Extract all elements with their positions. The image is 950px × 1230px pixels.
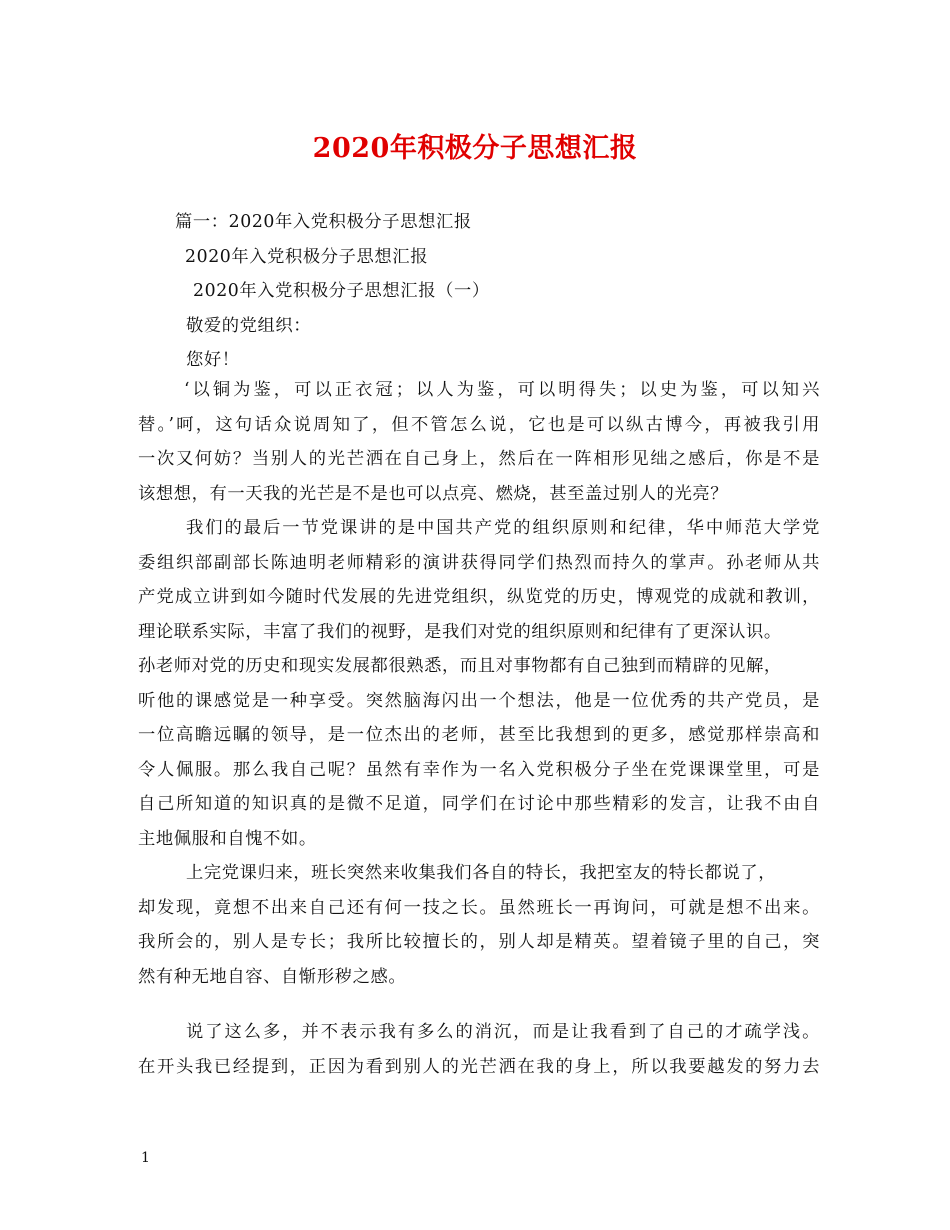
paragraph-line: ‘以铜为鉴，可以正衣冠；以人为鉴，可以明得失；以史为鉴，可以知兴 — [184, 380, 820, 400]
paragraph-line: 主地佩服和自愧不如。 — [138, 828, 317, 849]
paragraph-line: 我们的最后一节党课讲的是中国共产党的组织原则和纪律，华中师范大学党 — [186, 518, 820, 538]
section-heading: 篇一：2020年入党积极分子思想汇报 — [175, 212, 472, 232]
paragraph-line: 替。’呵，这句话众说周知了，但不管怎么说，它也是可以纵古博今，再被我引用 — [138, 414, 820, 435]
paragraph-line: 孙老师对党的历史和现实发展都很熟悉，而且对事物都有自己独到而精辟的见解， — [138, 656, 782, 676]
paragraph-4 — [138, 1015, 820, 1084]
salutation: 敬爱的党组织： — [186, 316, 312, 336]
paragraph-line: 产党成立讲到如今随时代发展的先进党组织，纵览党的历史，博观党的成就和教训， — [138, 587, 820, 607]
paragraph-3 — [138, 856, 820, 994]
paragraph-line: 听他的课感觉是一种享受。突然脑海闪出一个想法，他是一位优秀的共产党员，是 — [138, 690, 820, 711]
greeting: 您好！ — [186, 350, 240, 370]
page-number: 1 — [141, 1150, 150, 1166]
paragraph-line: 该想想，有一天我的光芒是不是也可以点亮、燃烧，甚至盖过别人的光亮？ — [138, 483, 729, 504]
paragraph-line: 委组织部副部长陈迪明老师精彩的演讲获得同学们热烈而持久的掌声。孙老师从共 — [138, 552, 820, 573]
paragraph-line: 说了这么多，并不表示我有多么的消沉，而是让我看到了自己的才疏学浅。 — [186, 1022, 820, 1042]
paragraph-2 — [138, 511, 820, 856]
paragraph-line: 然有种无地自容、自惭形秽之感。 — [138, 966, 407, 987]
paragraph-line: 却发现，竟想不出来自己还有何一技之长。虽然班长一再询问，可就是想不出来。 — [138, 897, 820, 918]
paragraph-line: 理论联系实际，丰富了我们的视野，是我们对党的组织原则和纪律有了更深认识。 — [138, 621, 782, 642]
paragraph-line: 一次又何妨？当别人的光芒洒在自己身上，然后在一阵相形见绌之感后，你是不是 — [138, 449, 820, 469]
subtitle-part-line: 2020年入党积极分子思想汇报（一） — [193, 281, 490, 301]
document-title: 2020年积极分子思想汇报 — [312, 133, 638, 164]
subtitle-line: 2020年入党积极分子思想汇报 — [185, 247, 429, 267]
paragraph-line: 我所会的，别人是专长；我所比较擅长的，别人却是精英。望着镜子里的自己，突 — [138, 932, 820, 952]
paragraph-line: 上完党课归来，班长突然来收集我们各自的特长，我把室友的特长都说了， — [186, 863, 777, 883]
paragraph-1 — [138, 373, 820, 511]
paragraph-line: 令人佩服。那么我自己呢？虽然有幸作为一名入党积极分子坐在党课课堂里，可是 — [138, 759, 820, 780]
paragraph-line: 在开头我已经提到，正因为看到别人的光芒洒在我的身上，所以我要越发的努力去 — [138, 1056, 820, 1077]
paragraph-line: 一位高瞻远瞩的领导，是一位杰出的老师，甚至比我想到的更多，感觉那样崇高和 — [138, 725, 820, 745]
paragraph-line: 自己所知道的知识真的是微不足道，同学们在讨论中那些精彩的发言，让我不由自 — [138, 794, 820, 814]
